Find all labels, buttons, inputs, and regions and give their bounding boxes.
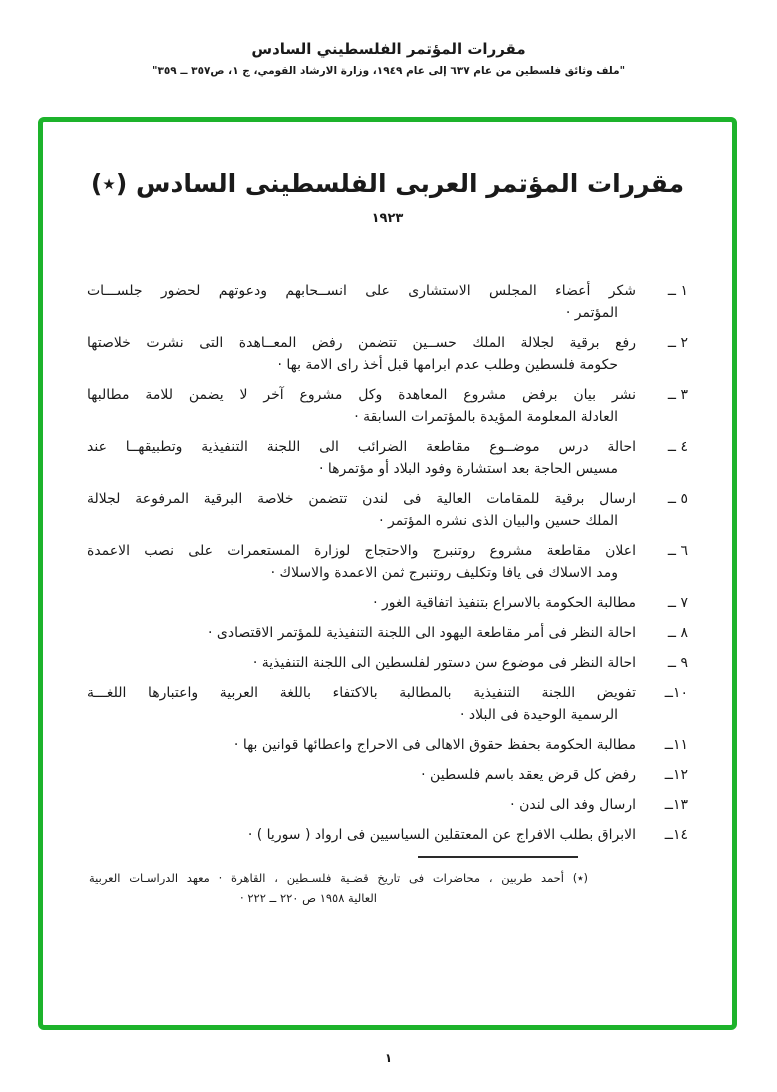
item-number: ٤ ــ — [667, 439, 688, 455]
item-text — [87, 824, 636, 846]
item-text — [87, 682, 636, 726]
item-text-line: احالة النظر فى أمر مقاطعة اليهود الى اللجنة التنفيذية للمؤتمر الاقتصادى · — [208, 625, 636, 641]
item-text — [87, 540, 636, 584]
page-number: ١ — [384, 1051, 393, 1065]
resolution-item — [87, 764, 688, 786]
congress-title: مقررات المؤتمر العربى الفلسطينى السادس (٭) — [90, 169, 685, 198]
item-number: ١٣ــ — [664, 797, 688, 813]
item-text-line: الابراق بطلب الافراج عن المعتقلين السياسيين فى ارواد ( سوريا ) · — [247, 827, 636, 843]
item-number: ١٤ــ — [664, 827, 688, 843]
item-number: ١ ــ — [667, 283, 688, 299]
item-text — [87, 280, 636, 324]
resolution-item — [87, 734, 688, 756]
item-number: ١٠ــ — [664, 685, 688, 701]
item-text-line: احالة النظر فى موضوع سن دستور لفلسطين الى اللجنة التنفيذية · — [252, 655, 636, 671]
item-text-line: نشر بيان برفض مشروع المعاهدة وكل مشروع آخر لا يضمن للامة مطالبها — [87, 387, 636, 403]
item-text — [87, 436, 636, 480]
item-text-line: ومد الاسلاك فى يافا وتكليف روتنبرج ثمن الاعمدة والاسلاك · — [270, 565, 618, 581]
item-text — [87, 592, 636, 614]
document-body — [43, 122, 732, 1025]
item-text-line: الرسمية الوحيدة فى البلاد · — [460, 707, 618, 723]
item-text — [87, 488, 636, 532]
footnote — [87, 868, 688, 908]
resolution-item — [87, 384, 688, 428]
resolution-item — [87, 436, 688, 480]
item-text-line: رفض كل قرض يعقد باسم فلسطين · — [421, 767, 636, 783]
item-text-line: الملك حسين والبيان الذى نشره المؤتمر · — [379, 513, 618, 529]
resolution-item — [87, 682, 688, 726]
item-number: ٢ ــ — [667, 335, 688, 351]
resolution-item — [87, 488, 688, 532]
item-text — [87, 384, 636, 428]
item-text — [87, 734, 636, 756]
footnote-separator — [418, 856, 578, 858]
resolutions-list — [87, 280, 688, 846]
item-text — [87, 652, 636, 674]
item-text-line: ارسال وفد الى لندن · — [510, 797, 636, 813]
item-text-line: شكر أعضاء المجلس الاستشارى على انســحابهم ودعوتهم لحضور جلســـات — [87, 283, 636, 299]
item-text-line: حكومة فلسطين وطلب عدم ابرامها قبل أخذ راى الامة بها · — [277, 357, 618, 373]
item-number: ٦ ــ — [667, 543, 688, 559]
item-text-line: احالة درس موضــوع مقاطعة الضرائب الى اللجنة التنفيذية وتطبيقهــا عند — [87, 439, 636, 455]
item-text — [87, 622, 636, 644]
item-text — [87, 764, 636, 786]
document-title: مقررات المؤتمر الفلسطيني السادس — [251, 40, 526, 58]
resolution-item — [87, 824, 688, 846]
item-text-line: ارسال برقية للمقامات العالية فى لندن تتضمن خلاصة البرقية المرفوعة لجلالة — [87, 491, 636, 507]
resolution-item — [87, 622, 688, 644]
green-border-frame — [38, 117, 737, 1030]
item-text-line: اعلان مقاطعة مشروع روتنبرج والاحتجاج لوزارة المستعمرات على نصب الاعمدة — [87, 543, 636, 559]
item-text-line: مطالبة الحكومة بحفظ حقوق الاهالى فى الاحراج واعطائها قوانين بها · — [233, 737, 636, 753]
item-number: ١٢ــ — [664, 767, 688, 783]
item-number: ٣ ــ — [667, 387, 688, 403]
item-text-line: المؤتمر · — [565, 305, 618, 321]
resolution-item — [87, 794, 688, 816]
item-text-line: مطالبة الحكومة بالاسراع بتنفيذ اتفاقية الغور · — [373, 595, 636, 611]
source-citation: "ملف وثائق فلسطين من عام ٦٣٧ إلى عام ١٩٤٩، وزارة الارشاد القومي، ج ١، ص٣٥٧ ــ ٣٥٩" — [151, 65, 626, 77]
resolution-item — [87, 540, 688, 584]
resolution-item — [87, 332, 688, 376]
item-text-line: رفع برقية لجلالة الملك حســين تتضمن رفض المعــاهدة التى نشرت خلاصتها — [87, 335, 636, 351]
item-number: ٥ ــ — [667, 491, 688, 507]
item-number: ٩ ــ — [667, 655, 688, 671]
resolution-item — [87, 280, 688, 324]
congress-year: ١٩٢٣ — [371, 211, 404, 226]
item-text — [87, 332, 636, 376]
item-text-line: العادلة المعلومة المؤيدة بالمؤتمرات السابقة · — [354, 409, 618, 425]
item-text-line: تفويض اللجنة التنفيذية بالمطالبة بالاكتفاء باللغة العربية واعتبارها اللغـــة — [87, 685, 636, 701]
item-number: ٧ ــ — [667, 595, 688, 611]
resolution-item — [87, 652, 688, 674]
footnote-text-line: العالية ١٩٥٨ ص ٢٢٠ ــ ٢٢٢ · — [240, 891, 377, 905]
item-text — [87, 794, 636, 816]
item-number: ١١ــ — [664, 737, 688, 753]
item-number: ٨ ــ — [667, 625, 688, 641]
item-text-line: مسيس الحاجة بعد استشارة وفود البلاد أو مؤتمرها · — [318, 461, 618, 477]
page-header — [0, 0, 777, 77]
footnote-text-line: (٭) أحمد طربين ، محاضرات فى تاريخ قضـية فلسـطين ، القاهرة · معهد الدراسـات العربية — [89, 871, 588, 885]
resolution-item — [87, 592, 688, 614]
